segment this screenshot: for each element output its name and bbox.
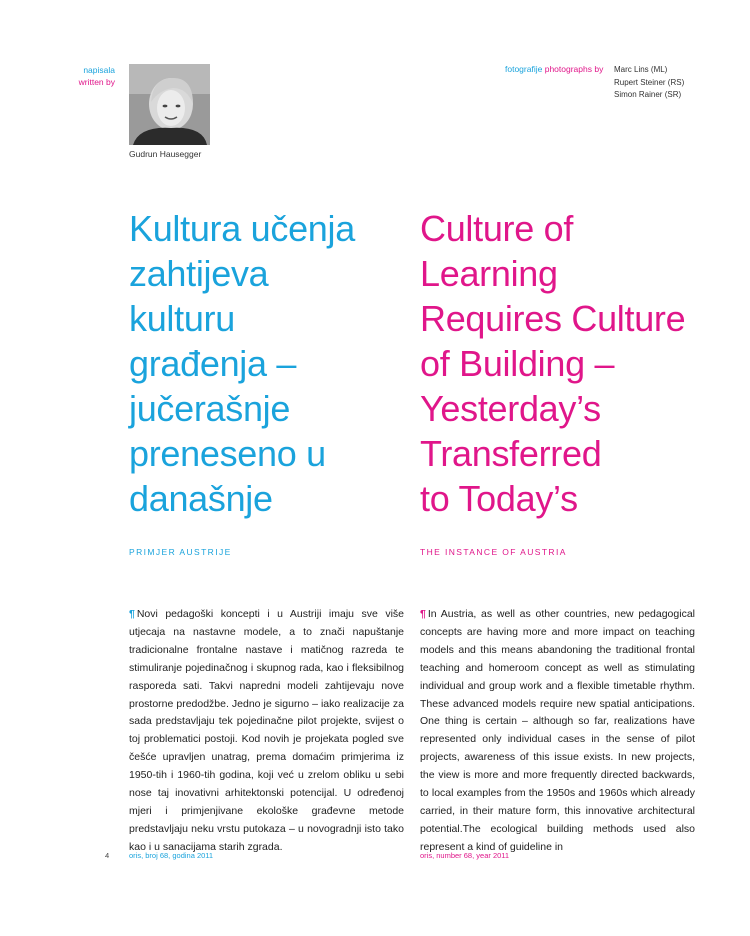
title-line: to Today’s — [420, 478, 578, 519]
credits-label — [505, 64, 603, 74]
title-line: današnje — [129, 478, 273, 519]
title-line: Yesterday’s — [420, 388, 601, 429]
title-line: Transferred — [420, 433, 602, 474]
title-line: jučerašnje — [129, 388, 291, 429]
title-line: Learning — [420, 253, 558, 294]
title-line: građenja – — [129, 343, 297, 384]
body-text-english: In Austria, as well as other countries, new pedagogical concepts are having more and more impact on teaching models and this means abandoning the traditional frontal teaching and homeroom concept as well as stimulating individual and group work and a flexible timetable rhythm. These advanced models require new spatial anticipations. One thing is certain – although so far, realizations have represented only individual cases in the sense of pilot projects, awareness of this issue exists. In new projects, the view is more and more frequently directed backwards, to local examples from the 1950s and 1960s which already carried, in their mature form, this innovative architectural potential.The ecological building methods used also represent a kind of guideline in — [420, 608, 695, 853]
author-photo — [129, 64, 210, 145]
title-line: preneseno u — [129, 433, 326, 474]
photographer-name: Rupert Steiner (RS) — [614, 77, 685, 87]
title-line: Requires Culture — [420, 298, 686, 339]
body-text-croatian: Novi pedagoški koncepti i u Austriji imaju sve više utjecaja na nastavne modele, a to znači napuštanje tradicionalne frontalne nastave i matičnog razreda te stimuliranje pojedinačnog i skupnog rada, kao i fleksibilnog rasporeda sati. Takvi napredni modeli zahtijevaju nove prostorne predodžbe. Jedno je sigurno – iako realizacije za sada predstavljaju tek pojedinačne pilot projekte, svijest o toj problematici postoji. Kod novih je projekata pogled sve češće upravljen unatrag, prema domaćim primjerima iz 1950-tih i 1960-tih godina, koji već u zrelom obliku u sebi nose taj inovativni arhitektonski potencijal. U određenoj mjeri i primjenjivane ekološke građevne metode predstavljaju neku vrstu putokaza – u novogradnji isto tako kao i u sanacijama starih zgrada. — [129, 608, 404, 853]
body-croatian — [129, 606, 404, 857]
title-english — [420, 206, 685, 521]
title-line: of Building – — [420, 343, 615, 384]
title-line: Kultura učenja — [129, 208, 355, 249]
page-number: 4 — [105, 851, 110, 860]
byline-label-hr: napisala — [83, 65, 115, 75]
title-croatian — [129, 206, 355, 521]
body-english — [420, 606, 695, 857]
credits-label-hr: fotografije — [505, 64, 543, 74]
author-name: Gudrun Hausegger — [129, 149, 202, 159]
byline-labels — [35, 64, 115, 88]
title-line: Culture of — [420, 208, 574, 249]
pilcrow-icon: ¶ — [420, 608, 426, 620]
byline-label-en: written by — [78, 77, 115, 87]
credits-label-en: photographs by — [544, 64, 604, 74]
subtitle-english: THE INSTANCE OF AUSTRIA — [420, 547, 567, 557]
pilcrow-icon: ¶ — [129, 608, 135, 620]
photographer-list — [614, 64, 684, 102]
footer-journal-english: oris, number 68, year 2011 — [420, 851, 510, 860]
photographer-name: Marc Lins (ML) — [614, 65, 668, 74]
subtitle-croatian: PRIMJER AUSTRIJE — [129, 547, 232, 557]
title-line: zahtijeva — [129, 253, 269, 294]
footer-journal-croatian: oris, broj 68, godina 2011 — [129, 851, 214, 860]
photographer-name: Simon Rainer (SR) — [614, 90, 682, 99]
title-line: kulturu — [129, 298, 235, 339]
